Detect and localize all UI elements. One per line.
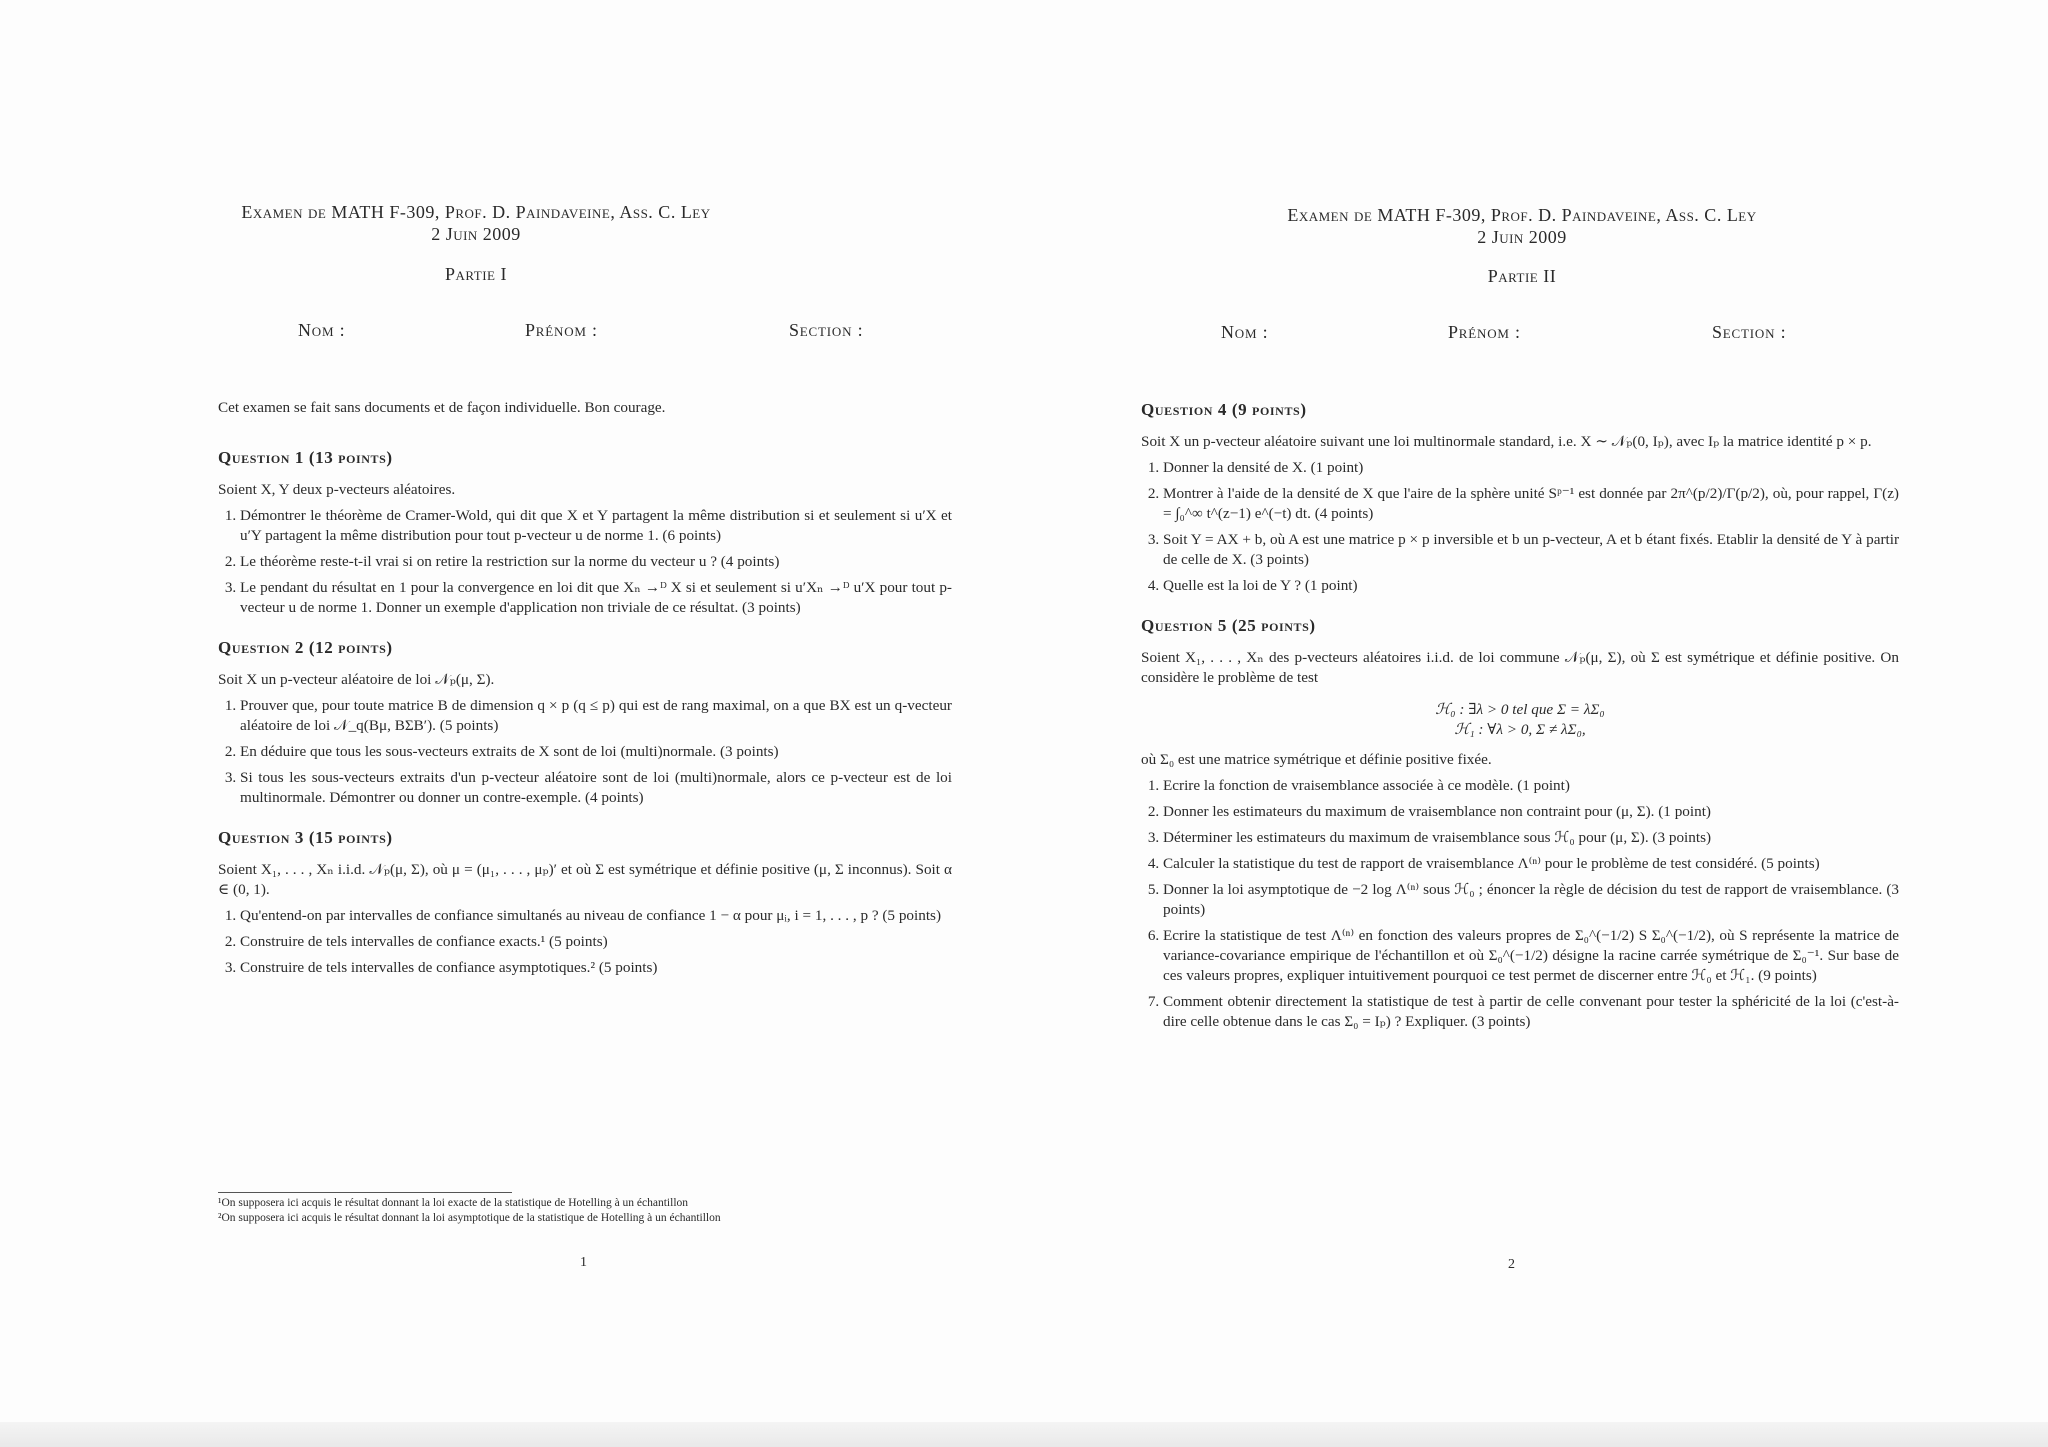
- question-4-list: [1141, 458, 1899, 596]
- part-title: Partie II: [1487, 266, 1557, 286]
- list-item: 3. Le pendant du résultat en 1 pour la convergence en loi dit que Xₙ →ᴰ X si et seulement si u′Xₙ →ᴰ u′X pour tout p-vecteur u de norme 1. Donner un exemple d'application non triviale de ce résultat. (3 points): [240, 578, 952, 618]
- right-content: [1141, 400, 1899, 1046]
- field-nom: Nom :: [1221, 322, 1269, 342]
- intro-text: Cet examen se fait sans documents et de façon individuelle. Bon courage.: [218, 399, 666, 416]
- header-title: Examen de MATH F-309, Prof. D. Paindaveine, Ass. C. Ley: [241, 202, 711, 222]
- list-item: 7. Comment obtenir directement la statistique de test à partir de celle convenant pour tester la sphéricité de la loi (c'est-à-dire celle obtenue dans le cas Σ₀ = Iₚ) ? Expliquer. (3 points): [1163, 992, 1899, 1032]
- question-5-title: Question 5 (25 points): [1141, 616, 1316, 635]
- field-prenom: Prénom :: [525, 320, 598, 340]
- question-2-list: [218, 696, 952, 808]
- field-section: Section :: [789, 320, 864, 340]
- footnote-2: ²On supposera ici acquis le résultat donnant la loi asymptotique de la statistique de Hotelling à un échantillon: [218, 1212, 721, 1224]
- hypothesis-h0: ℋ₀ : ∃λ > 0 tel que Σ = λΣ₀: [1435, 701, 1605, 718]
- list-item: 5. Donner la loi asymptotique de −2 log Λ⁽ⁿ⁾ sous ℋ₀ ; énoncer la règle de décision du test de rapport de vraisemblance. (3 points): [1163, 880, 1899, 920]
- list-item: 3. Déterminer les estimateurs du maximum de vraisemblance sous ℋ₀ pour (μ, Σ). (3 points): [1163, 828, 1899, 848]
- hypothesis-h1: ℋ₁ : ∀λ > 0, Σ ≠ λΣ₀,: [1454, 721, 1586, 738]
- list-item: 2. Donner les estimateurs du maximum de vraisemblance non contraint pour (μ, Σ). (1 point): [1163, 802, 1899, 822]
- part-title: Partie I: [445, 264, 507, 284]
- question-1-list: [218, 506, 952, 618]
- list-item: 2. Le théorème reste-t-il vrai si on retire la restriction sur la norme du vecteur u ? (4 points): [240, 552, 952, 572]
- left-content: [218, 398, 952, 992]
- question-3-intro: Soient X₁, . . . , Xₙ i.i.d. 𝒩ₚ(μ, Σ), où μ = (μ₁, . . . , μₚ)′ et où Σ est symétrique et définie positive (μ, Σ inconnus). Soit α ∈ (0, 1).: [218, 861, 952, 898]
- exam-header: [0, 202, 988, 245]
- header-date: 2 Juin 2009: [1477, 227, 1567, 247]
- field-nom: Nom :: [298, 320, 346, 340]
- question-2-title: Question 2 (12 points): [218, 638, 393, 657]
- field-section: Section :: [1712, 322, 1787, 342]
- field-prenom: Prénom :: [1448, 322, 1521, 342]
- list-item: 1. Prouver que, pour toute matrice B de dimension q × p (q ≤ p) qui est de rang maximal, on a que BX est un q-vecteur aléatoire de loi 𝒩_q(Bμ, BΣB′). (5 points): [240, 696, 952, 736]
- question-3-title: Question 3 (15 points): [218, 828, 393, 847]
- list-item: 4. Calculer la statistique du test de rapport de vraisemblance Λ⁽ⁿ⁾ pour le problème de test considéré. (5 points): [1163, 854, 1899, 874]
- footnote-rule: [218, 1192, 512, 1193]
- header-date: 2 Juin 2009: [431, 224, 521, 244]
- question-4-intro: Soit X un p-vecteur aléatoire suivant une loi multinormale standard, i.e. X ∼ 𝒩ₚ(0, Iₚ), avec Iₚ la matrice identité p × p.: [1141, 433, 1872, 450]
- question-4-title: Question 4 (9 points): [1141, 400, 1307, 419]
- footnote-1: ¹On supposera ici acquis le résultat donnant la loi exacte de la statistique de Hotelling à un échantillon: [218, 1197, 689, 1209]
- list-item: 3. Si tous les sous-vecteurs extraits d'un p-vecteur aléatoire sont de loi (multi)normale, alors ce p-vecteur est de loi multinormale. Démontrer ou donner un contre-exemple. (4 points): [240, 768, 952, 808]
- footnotes: [218, 1196, 958, 1226]
- list-item: 4. Quelle est la loi de Y ? (1 point): [1163, 576, 1899, 596]
- list-item: 1. Qu'entend-on par intervalles de confiance simultanés au niveau de confiance 1 − α pour μᵢ, i = 1, . . . , p ? (5 points): [240, 906, 952, 926]
- scan-bottom-edge: [0, 1422, 2048, 1447]
- list-item: 3. Construire de tels intervalles de confiance asymptotiques.² (5 points): [240, 958, 952, 978]
- header-title: Examen de MATH F-309, Prof. D. Paindaveine, Ass. C. Ley: [1287, 205, 1757, 225]
- list-item: 2. Montrer à l'aide de la densité de X que l'aire de la sphère unité Sᵖ⁻¹ est donnée par 2π^(p/2)/Γ(p/2), où, pour rappel, Γ(z) = ∫₀^∞ t^(z−1) e^(−t) dt. (4 points): [1163, 484, 1899, 524]
- list-item: 2. En déduire que tous les sous-vecteurs extraits de X sont de loi (multi)normale. (3 points): [240, 742, 952, 762]
- question-5-after: où Σ₀ est une matrice symétrique et définie positive fixée.: [1141, 751, 1492, 768]
- question-5-intro: Soient X₁, . . . , Xₙ des p-vecteurs aléatoires i.i.d. de loi commune 𝒩ₚ(μ, Σ), où Σ est symétrique et définie positive. On considère le problème de test: [1141, 649, 1899, 686]
- page-number: 1: [580, 1255, 587, 1270]
- list-item: 1. Démontrer le théorème de Cramer-Wold, qui dit que X et Y partagent la même distribution si et seulement si u′X et u′Y partagent la même distribution pour tout p-vecteur u de norme 1. (6 points): [240, 506, 952, 546]
- question-5-list: [1141, 776, 1899, 1032]
- list-item: 2. Construire de tels intervalles de confiance exacts.¹ (5 points): [240, 932, 952, 952]
- list-item: 1. Ecrire la fonction de vraisemblance associée à ce modèle. (1 point): [1163, 776, 1899, 796]
- page-number: 2: [1508, 1257, 1515, 1272]
- question-1-title: Question 1 (13 points): [218, 448, 393, 467]
- list-item: 6. Ecrire la statistique de test Λ⁽ⁿ⁾ en fonction des valeurs propres de Σ₀^(−1/2) S Σ₀^(−1/2), où S représente la matrice de variance-covariance empirique de l'échantillon et où Σ₀^(−1/2) désigne la racine carrée symétrique de Σ₀⁻¹. Sur base de ces valeurs propres, expliquer intuitivement pourquoi ce test permet de discerner entre ℋ₀ et ℋ₁. (9 points): [1163, 926, 1899, 986]
- list-item: 3. Soit Y = AX + b, où A est une matrice p × p inversible et b un p-vecteur, A et b étant fixés. Etablir la densité de Y à partir de celle de X. (3 points): [1163, 530, 1899, 570]
- question-2-intro: Soit X un p-vecteur aléatoire de loi 𝒩ₚ(μ, Σ).: [218, 671, 495, 688]
- list-item: 1. Donner la densité de X. (1 point): [1163, 458, 1899, 478]
- hypothesis-system: [1141, 700, 1899, 740]
- question-3-list: [218, 906, 952, 978]
- question-1-intro: Soient X, Y deux p-vecteurs aléatoires.: [218, 481, 456, 498]
- exam-header: [1010, 205, 2034, 248]
